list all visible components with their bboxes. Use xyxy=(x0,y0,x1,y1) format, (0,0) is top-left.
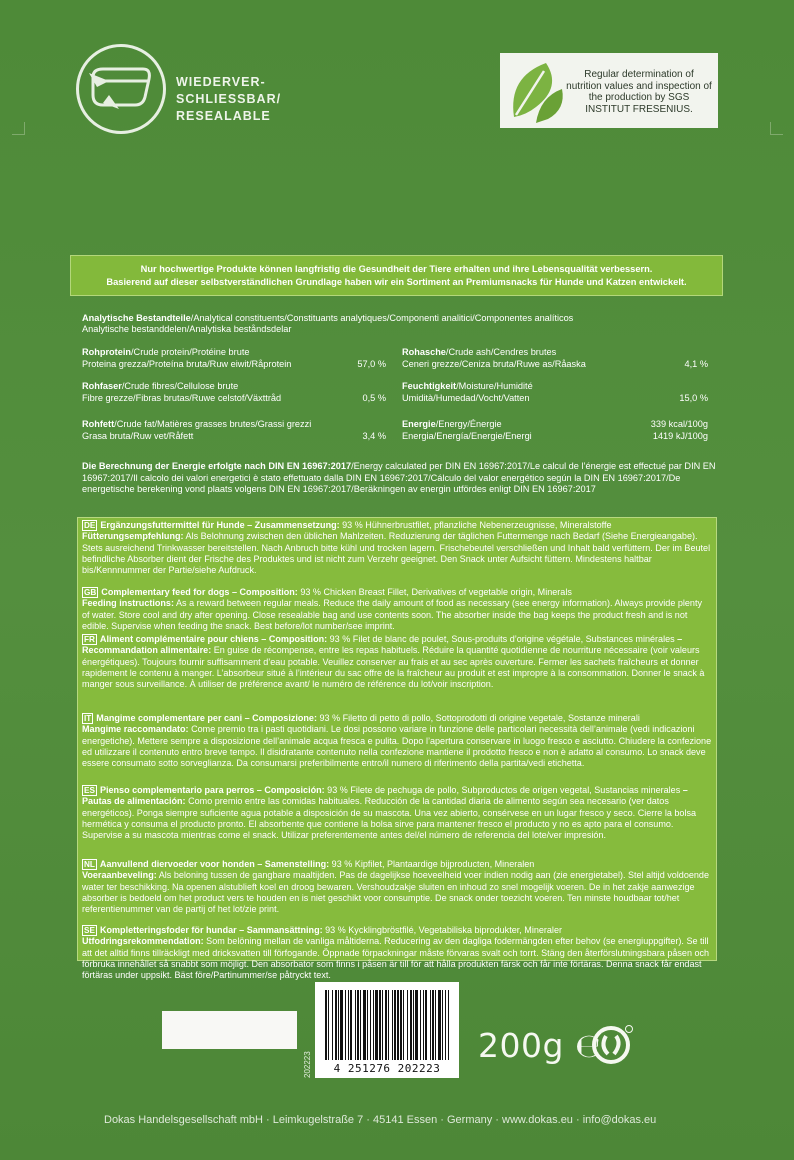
resealable-bag-icon xyxy=(79,47,163,131)
composition-it xyxy=(82,713,712,769)
row-label-line2: Ceneri grezze/Ceniza bruta/Ruwe as/Råaska xyxy=(402,358,586,369)
barcode-bar xyxy=(420,990,421,1060)
barcode-bar xyxy=(410,990,412,1060)
language-flag: SE xyxy=(84,926,95,935)
barcode-bar xyxy=(348,990,349,1060)
composition-title: Pienso complementario para perros – Composición: xyxy=(99,785,325,795)
net-weight xyxy=(478,1026,604,1065)
barcode-bar xyxy=(413,990,414,1060)
language-flag: ES xyxy=(84,786,95,795)
barcode-bar xyxy=(360,990,361,1060)
barcode-bar xyxy=(425,990,427,1060)
row-label: Rohasche xyxy=(402,347,446,357)
estimated-sign-icon: ℮ xyxy=(574,1026,604,1065)
composition-nl xyxy=(82,859,712,915)
resealable-text xyxy=(176,74,281,125)
composition-title: Aanvullend diervoeder voor honden – Samenstelling: xyxy=(99,859,330,869)
feeding-text: Come premio tra i pasti quotidiani. Le dosi possono variare in funzione delle particolari necessità dell’animale (vedi indicazioni energetiche). Mettere sempre a disposizione dell’animale acqua fresca e pulita. Dopo l’apertura conservare in luogo fresco e asciutto. Chiudere la confezione ed utilizzare il contenuto entro breve tempo. Il disidratante contenuto nella confezione mantiene il prodotto fresco e non è adatto al consumo. Lo snack deve essere consumato sotto sorveglianza. Da consumarsi preferibilmente entro/il numero di riferimento della partita/vedi etichetta. xyxy=(82,724,712,769)
language-flag: FR xyxy=(84,635,95,644)
barcode-bar xyxy=(355,990,356,1060)
barcode-bar xyxy=(400,990,402,1060)
row-label: Rohfett xyxy=(82,419,115,429)
row-value: 57,0 % xyxy=(357,358,386,369)
feeding-text: As a reward between regular meals. Reduce the daily amount of food as necessary (see energy information). Always provide plenty of water. Store cool and dry after opening. Close resealable bag and use contents soon. The absorber inside the bag keeps the product fresh and is not edible. Supervise when feeding the snack. Best before/lot number/see imprint. xyxy=(82,598,702,631)
feeding-text: Als beloning tussen de gangbare maaltijden. Pas de dagelijkse hoeveelheid voer indien nodig aan (zie energietabel). Stel altijd voldoende water ter beschikking. Na openen alstublieft koel en droog bewaren. Vershoudzakje sluiten en inhoud zo snel mogelijk voeren. De in het zakje aanwezige absorber is bedoeld om het product vers te houden en is niet geschikt voor consumptie. De snack onder toezicht voeren. Ten minste houdbaar tot/het referentienummer van de partij of het lot/zie print. xyxy=(82,870,709,915)
row-label: Energie xyxy=(402,419,436,429)
energy-note-bold: Die Berechnung der Energie erfolgte nach DIN EN 16967:2017 xyxy=(82,461,352,471)
analysis-row-moisture xyxy=(402,381,708,404)
composition-text: 93 % Filet de blanc de poulet, Sous-produits d’origine végétale, Substances minérales xyxy=(327,634,675,644)
barcode-bar xyxy=(335,990,337,1060)
barcode-bar xyxy=(373,990,374,1060)
row-label: Rohfaser xyxy=(82,381,122,391)
feeding-text: Als Belohnung zwischen den üblichen Mahlzeiten. Reduzierung der täglichen Futtermenge nach Bedarf (Siehe Energieangabe). Stets ausreichend Trinkwasser bereitstellen. Nach Anbruch bitte kühl und trocken lagern. Frischebeutel verschließen und Inhalt bald verfüttern. Der im Beutel befindliche Absorber dient der Frische des Produktes und ist nicht zum Verzehr geeignet. Den Snack unter Aufsicht füttern. Mindestens haltbar bis/Kennnummer der Partie/siehe Aufdruck. xyxy=(82,531,711,576)
barcode-bar xyxy=(430,990,431,1060)
barcode-bar xyxy=(423,990,424,1060)
barcode-bar xyxy=(328,990,329,1060)
barcode-bar xyxy=(394,990,396,1060)
row-value: 3,4 % xyxy=(362,430,386,441)
barcode-side-number: 202223 xyxy=(303,1051,312,1078)
barcode-bar xyxy=(392,990,393,1060)
analysis-heading-bold: Analytische Bestandteile xyxy=(82,313,191,323)
row-label-line2: Grasa bruta/Ruw vet/Råfett xyxy=(82,430,194,441)
language-flag: NL xyxy=(84,860,95,869)
feeding-text: Como premio entre las comidas habituales. Reducción de la cantidad diaria de alimento según sea necesario (ver datos energéticos). Ponga siempre suficiente agua potable a disposición de su mascota. Una vez abierto, consérvese en un lugar fresco y seco. Cierre la bolsa hermética y consuma el producto pronto. El absorbente que contiene la bolsa sirve para mantener fresco el producto y no es apto para el consumo. Supervise a su mascota mientras come el snack. Utilizar preferentemente antes del/el número de referencia del lote/ver impresión. xyxy=(82,796,697,841)
barcode-bar xyxy=(367,990,368,1060)
row-value: 0,5 % xyxy=(362,392,386,403)
weight-value: 200g xyxy=(478,1026,564,1065)
language-flag: GB xyxy=(84,588,97,597)
analysis-row-ash xyxy=(402,347,708,370)
barcode-bar xyxy=(415,990,418,1060)
barcode-bar xyxy=(432,990,434,1060)
feeding-title: Fütterungsempfehlung: xyxy=(82,531,184,542)
row-label-line2: Fibre grezze/Fibras brutas/Ruwe celstof/Växttråd xyxy=(82,392,282,403)
barcode-bar xyxy=(397,990,399,1060)
composition-fr xyxy=(82,634,712,690)
row-label: Rohprotein xyxy=(82,347,131,357)
barcode-bar xyxy=(370,990,371,1060)
barcode-bar xyxy=(382,990,383,1060)
barcode-bar xyxy=(379,990,381,1060)
banner-line2: Basierend auf dieser selbstverständlichen Grundlage haben wir ein Sortiment an Premiumsnacks für Hunde und Katzen entwickelt. xyxy=(106,277,687,287)
composition-title: Aliment complémentaire pour chiens – Composition: xyxy=(99,634,328,644)
barcode-bar xyxy=(363,990,366,1060)
composition-title: Complementary feed for dogs – Composition: xyxy=(101,587,298,597)
sgs-certification-box xyxy=(500,53,718,128)
row-label-rest: /Crude protein/Protéine brute xyxy=(131,347,250,357)
barcode-bar xyxy=(350,990,352,1060)
barcode-bar xyxy=(325,990,327,1060)
feeding-title: Mangime raccomandato: xyxy=(82,724,189,735)
composition-text: 93 % Kycklingbröstfilé, Vegetabiliska biprodukter, Mineraler xyxy=(322,925,562,935)
composition-text: 93 % Filete de pechuga de pollo, Subproductos de origen vegetal, Sustancias minerales xyxy=(324,785,681,795)
resealable-line3: RESEALABLE xyxy=(176,109,271,123)
barcode-bar xyxy=(445,990,446,1060)
row-label-line2: Umidità/Humedad/Vocht/Vatten xyxy=(402,392,530,403)
composition-gb xyxy=(82,587,712,632)
row-value: 4,1 % xyxy=(684,358,708,369)
crop-mark xyxy=(770,122,783,135)
analysis-row-protein xyxy=(82,347,386,370)
feeding-title: – Pautas de alimentación: xyxy=(82,785,688,807)
barcode-bar xyxy=(438,990,441,1060)
barcode-bar xyxy=(435,990,436,1060)
composition-se xyxy=(82,925,712,981)
feeding-title: Voeraanbeveling: xyxy=(82,870,157,881)
row-label: Feuchtigkeit xyxy=(402,381,457,391)
row-label-line2: Proteina grezza/Proteína bruta/Ruw eiwit/Råprotein xyxy=(82,358,292,369)
analysis-heading-line2: Analytische bestanddelen/Analytiska beståndsdelar xyxy=(82,324,292,334)
composition-text: 93 % Kipfilet, Plantaardige bijproducten, Mineralen xyxy=(329,859,535,869)
leaf-icon xyxy=(506,57,566,125)
barcode-bar xyxy=(340,990,343,1060)
resealable-line1: WIEDERVER- xyxy=(176,75,266,89)
analysis-row-fat xyxy=(82,419,386,442)
energy-note-rest: /Energy calculated per DIN EN 16967:2017/Le calcul de l’énergie est effectué par DIN EN 16967:2017/Il calcolo dei valori energetici è stato effettuato dalla DIN EN 16967:2017/Cálculo del valor energético según la DIN EN 16967:2017/De energetische berekening vond plaats volgens DIN EN 16967:2017/Beräkningen av energin utfördes enligt DIN EN 16967:2017 xyxy=(82,461,716,494)
composition-es xyxy=(82,785,712,841)
barcode-bar xyxy=(388,990,389,1060)
energy-calculation-note xyxy=(82,461,722,496)
composition-title: Mangime complementare per cani – Composizione: xyxy=(96,713,317,723)
barcode-bar xyxy=(407,990,408,1060)
row-label-rest: /Crude fibres/Cellulose brute xyxy=(121,381,239,391)
banner-line1: Nur hochwertige Produkte können langfristig die Gesundheit der Tiere erhalten und ihre Lebensqualität verbessern. xyxy=(140,264,653,274)
analytical-constituents-heading xyxy=(82,313,712,335)
analysis-heading-rest: /Analytical constituents/Constituants analytiques/Componenti analitici/Componentes analíticos xyxy=(190,313,574,323)
energy-kj-value: 1419 kJ/100g xyxy=(652,430,708,441)
feeding-title: Utfodringsrekommendation: xyxy=(82,936,204,947)
language-flag: IT xyxy=(84,714,92,723)
feeding-title: Feeding instructions: xyxy=(82,598,174,609)
barcode-bar xyxy=(338,990,339,1060)
barcode xyxy=(315,982,459,1078)
analysis-row-energy xyxy=(402,419,708,442)
barcode-bar xyxy=(332,990,333,1060)
barcode-bar xyxy=(448,990,449,1060)
barcode-bar xyxy=(442,990,443,1060)
sgs-text: Regular determination of nutrition values and inspection of the production by SGS INSTITUT FRESENIUS. xyxy=(566,69,712,115)
composition-text: 93 % Filetto di petto di pollo, Sottoprodotti di origine vegetale, Sostanze minerali xyxy=(316,713,640,723)
composition-text: 93 % Chicken Breast Fillet, Derivatives of vegetable origin, Minerals xyxy=(297,587,572,597)
row-label-line2: Energia/Energía/Energie/Energi xyxy=(402,430,532,441)
barcode-digits: 4 251276 202223 xyxy=(333,1062,441,1075)
recycling-green-dot-icon xyxy=(592,1024,634,1064)
barcode-bar xyxy=(345,990,346,1060)
resealable-line2: SCHLIESSBAR/ xyxy=(176,92,282,106)
company-footer: Dokas Handelsgesellschaft mbH · Leimkugelstraße 7 · 45141 Essen · Germany · www.dokas.eu · info@dokas.eu xyxy=(104,1114,657,1126)
barcode-bar xyxy=(375,990,378,1060)
row-label-rest: /Crude ash/Cendres brutes xyxy=(445,347,557,357)
composition-de xyxy=(82,520,712,576)
feeding-text: Som belöning mellan de vanliga måltiderna. Reducering av den dagliga fodermängden efter behov (se energiuppgifter). Se till att det alltid finns tillräckligt med dricksvatten till förfogande. Öppnade förpackningar måste förvaras svalt och torrt. Stäng den återförslutningsbara påsen och förbruka innehållet så snabbt som möjligt. Den absorbator som finns i påsen är till för att hålla produkten färsk och får inte förtäras. Denna snack får endast förtäras under uppsikt. Bäst före/Partinummer/se påtryckt text. xyxy=(82,936,710,981)
row-label-rest: /Crude fat/Matières grasses brutes/Grassi grezzi xyxy=(114,419,312,429)
energy-kcal-value: 339 kcal/100g xyxy=(650,419,708,429)
composition-title: Kompletteringsfoder för hundar – Sammansättning: xyxy=(99,925,323,935)
analysis-row-fibre xyxy=(82,381,386,404)
feeding-title: – Recommandation alimentaire: xyxy=(82,634,683,656)
resealable-badge xyxy=(76,44,166,134)
lot-number-field xyxy=(162,1011,297,1049)
crop-mark xyxy=(12,122,25,135)
barcode-bar xyxy=(403,990,404,1060)
row-label-rest: /Energy/Énergie xyxy=(435,419,502,429)
composition-title: Ergänzungsfuttermittel für Hunde – Zusammensetzung: xyxy=(100,520,340,530)
language-flag: DE xyxy=(84,521,96,530)
row-value: 15,0 % xyxy=(679,392,708,403)
barcode-bar xyxy=(357,990,359,1060)
barcode-bar xyxy=(385,990,387,1060)
composition-text: 93 % Hühnerbrustfilet, pflanzliche Nebenerzeugnisse, Mineralstoffe xyxy=(339,520,612,530)
row-label-rest: /Moisture/Humidité xyxy=(456,381,533,391)
quality-banner xyxy=(70,255,723,296)
feeding-text: En guise de récompense, entre les repas habituels. Réduire la quantité quotidienne de nourriture nécessaire (voir valeurs énergétiques). Toujours fournir suffisamment d’eau potable. Veuillez conserver au frais et au sec après ouverture. Fermer les sachets fraîcheurs et donner rapidement le contenu à manger. L’absorbeur situé à l’intérieur du sac offre de la fraîcheur au produit et est impropre à la consommation. Donner le snack à manger sous surveillance. À utiliser de préférence avant/ le numéro de référence du lot/voir inscription. xyxy=(82,645,705,690)
